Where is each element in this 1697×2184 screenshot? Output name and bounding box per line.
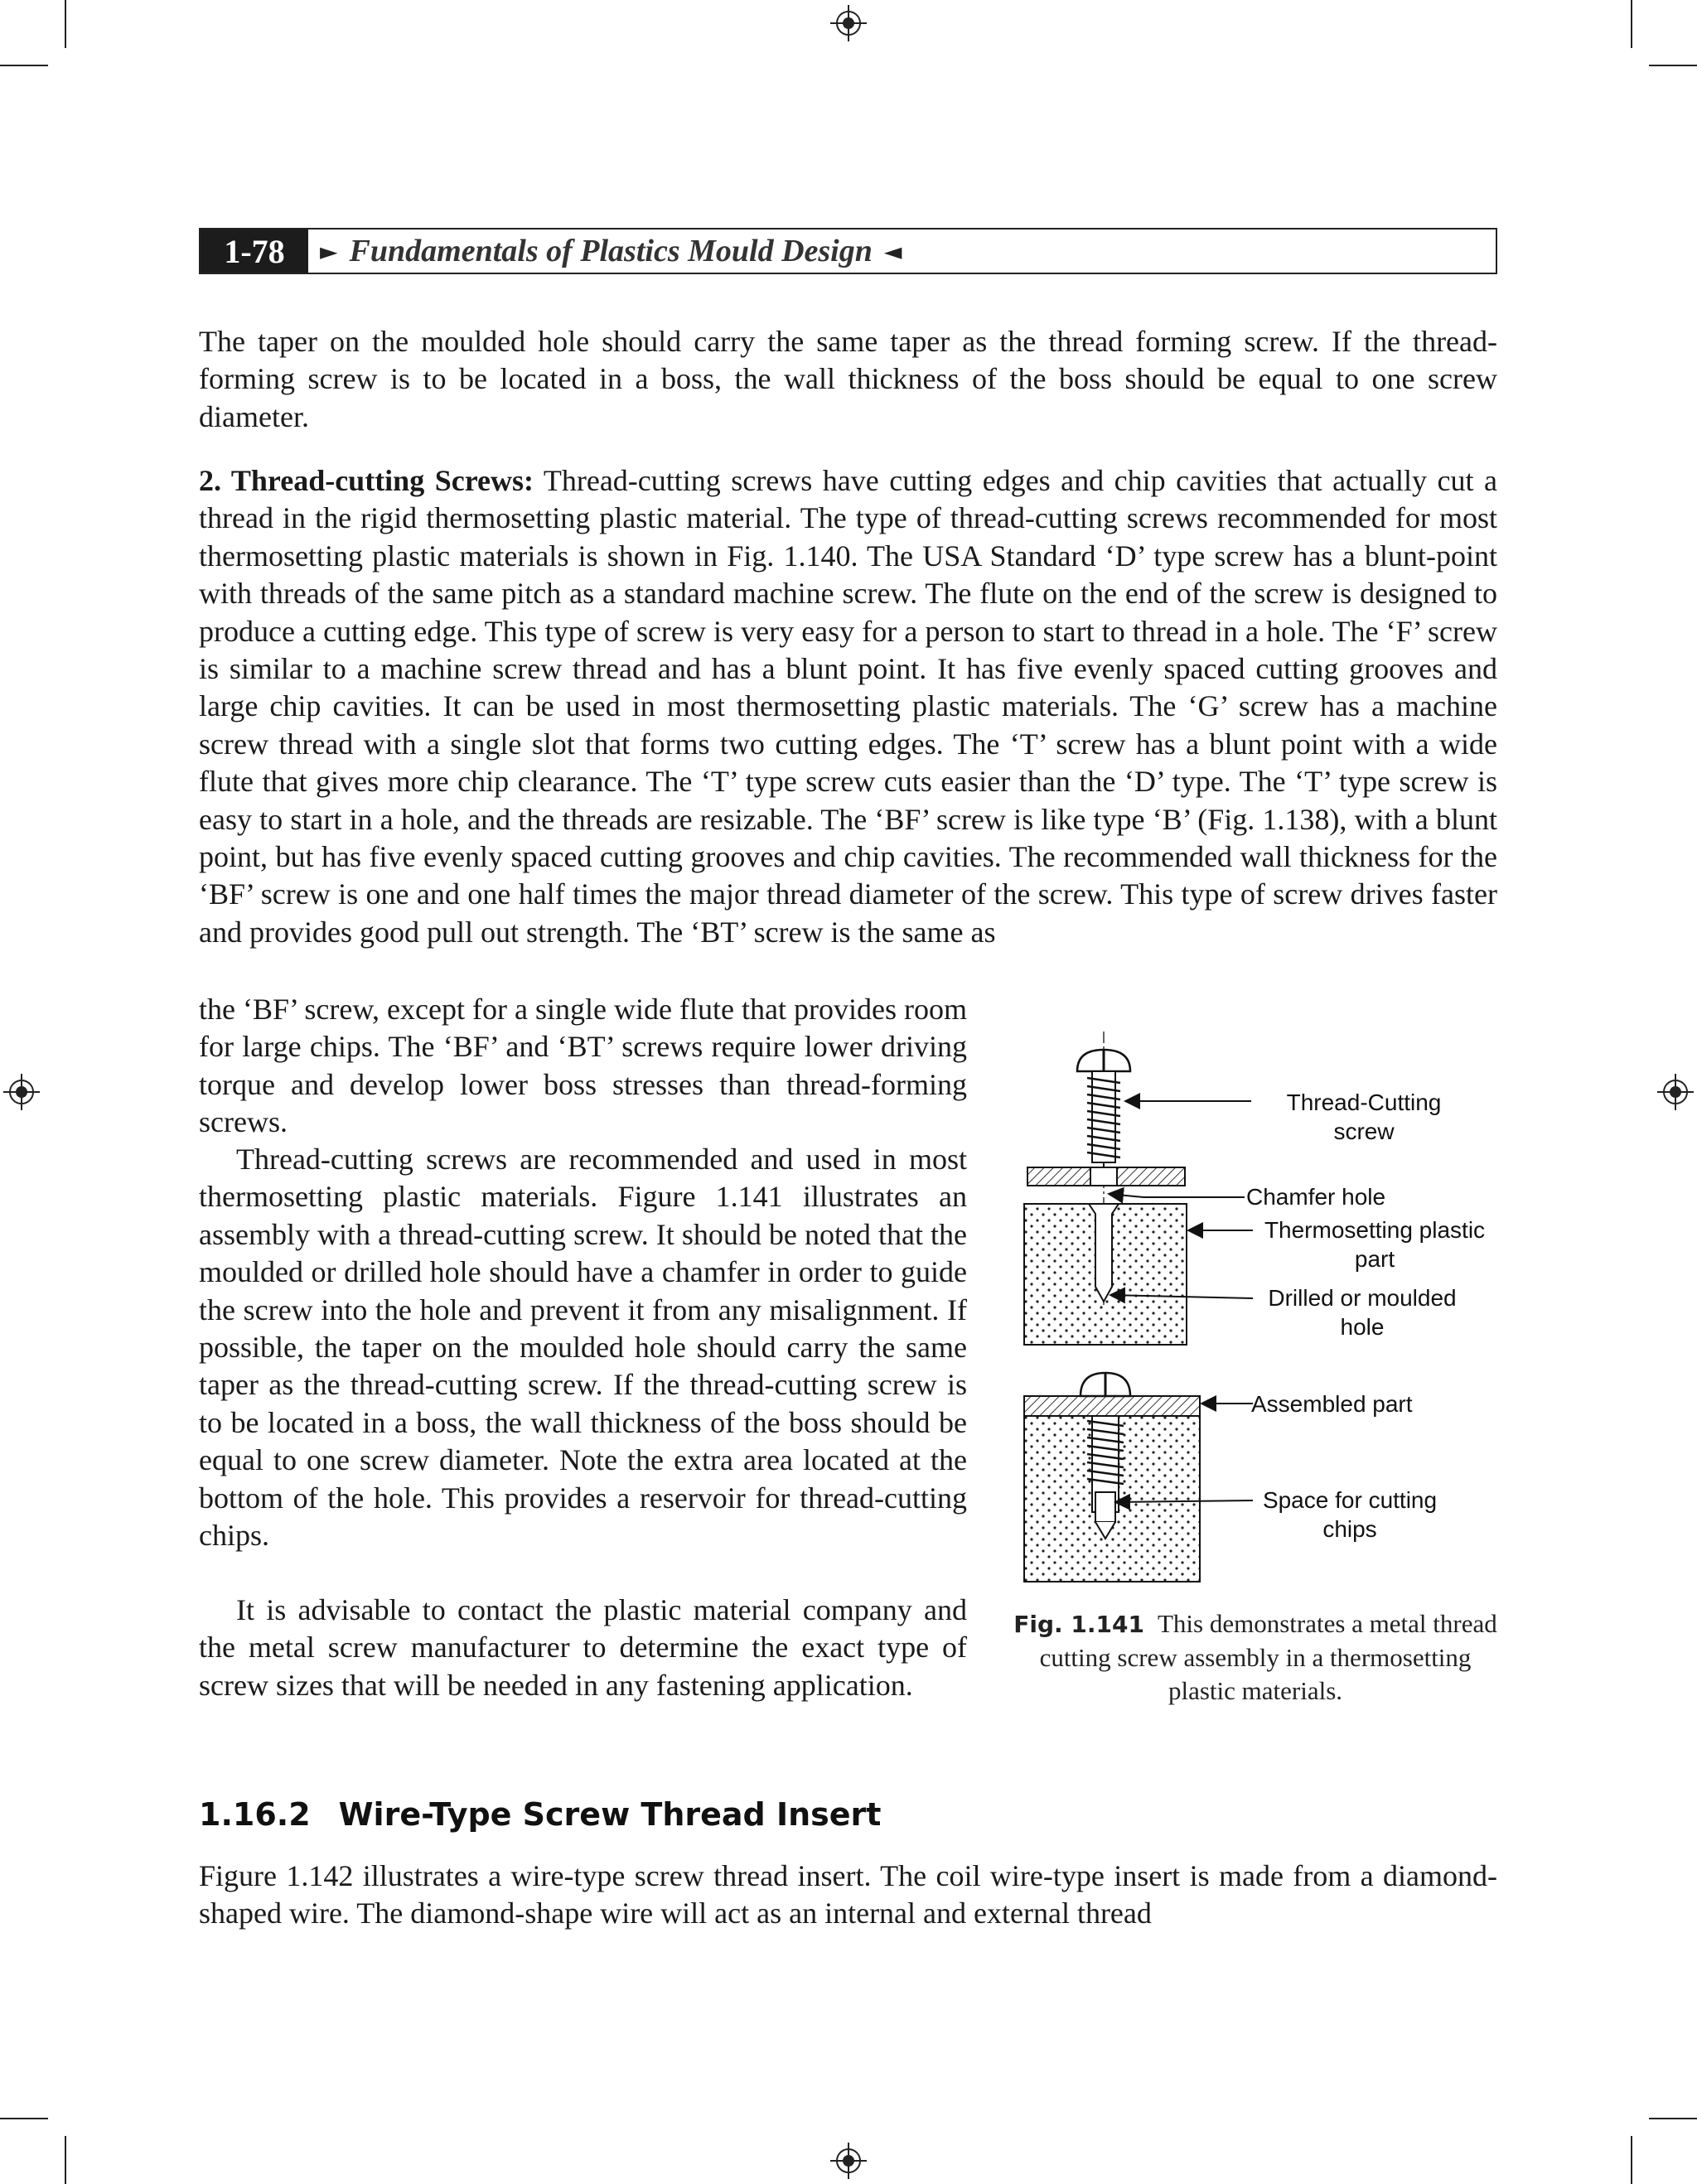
- crop-mark: [1649, 65, 1697, 66]
- label-space-for-chips: [1246, 1486, 1453, 1544]
- registration-mark-icon: [830, 5, 867, 41]
- label-thread-cutting-screw: [1240, 1088, 1488, 1146]
- paragraph-wire-insert: Figure 1.142 illustrates a wire-type screw thread insert. The coil wire-type insert is made from a diamond-shaped wire. The diamond-shape wire will act as an internal and external thread: [199, 1859, 1497, 1930]
- section-heading: [199, 1796, 881, 1833]
- label-line: screw: [1333, 1119, 1395, 1144]
- crop-mark: [1631, 2136, 1632, 2184]
- crop-mark: [0, 65, 48, 66]
- crop-mark: [65, 0, 66, 48]
- paragraph-taper: The taper on the moulded hole should carry the same taper as the thread forming screw. If the thread-forming screw is to be located in a boss, the wall thickness of the boss should be equal to one screw diameter.: [199, 325, 1497, 433]
- label-drilled-hole: [1246, 1283, 1478, 1341]
- caption-text: This demonstrates a metal thread cutting screw assembly in a thermosetting plastic materials.: [1039, 1609, 1497, 1705]
- paragraph-recommended-use: Thread-cutting screws are recommended and used in most thermosetting plastic materials. Figure 1.141 illustrates an assembly with a thread-cutting screw. It should be noted that the moulded or drilled hole should have a chamfer in order to guide the screw into the hole and prevent it from any misalignment. If possible, the taper on the moulded hole should carry the same taper as the thread-cutting screw. If the thread-cutting screw is to be located in a boss, the wall thickness of the boss should be equal to one screw diameter. Note the extra area located at the bottom of the hole. This provides a reservoir for thread-cutting chips.: [199, 1143, 967, 1553]
- thread-cutting-screw: [1077, 1050, 1130, 1172]
- registration-mark-icon: [830, 2143, 867, 2179]
- figure-number: Fig. 1.141: [1013, 1611, 1144, 1638]
- paragraph-bf-bt-screws: the ‘BF’ screw, except for a single wide flute that provides room for large chips. The ‘BF’ and ‘BT’ screws require lower driving torque and develop lower boss stresses than thread-forming screws.: [199, 993, 967, 1139]
- crop-mark: [1649, 2118, 1697, 2119]
- label-line: Thermosetting plastic: [1264, 1217, 1486, 1243]
- running-head: [199, 228, 1497, 274]
- subheading-thread-cutting-screws: 2. Thread-cutting Screws:: [199, 464, 534, 497]
- section-number: 1.16.2: [199, 1796, 311, 1833]
- label-line: hole: [1340, 1314, 1385, 1340]
- crop-mark: [65, 2136, 66, 2184]
- paragraph-thread-cutting-screws: [199, 462, 1497, 951]
- page-number: 1-78: [201, 230, 308, 273]
- label-assembled-part: Assembled part: [1251, 1391, 1413, 1417]
- right-triangle-icon: ►: [320, 237, 338, 265]
- crop-mark: [0, 2118, 48, 2119]
- label-line: Thread-Cutting: [1286, 1090, 1442, 1115]
- paragraph-advisable: It is advisable to contact the plastic material company and the metal screw manufacturer to determine the exact type of screw sizes that will be needed in any fastening application.: [199, 1593, 967, 1702]
- crop-mark: [1631, 0, 1632, 48]
- label-chamfer-hole: Chamfer hole: [1246, 1184, 1386, 1210]
- label-thermosetting-part: [1246, 1215, 1503, 1273]
- registration-mark-icon: [3, 1074, 40, 1110]
- figure-screw-assembly: [1011, 1032, 1508, 1595]
- figure-caption: [1007, 1607, 1504, 1708]
- label-line: Space for cutting: [1262, 1487, 1438, 1513]
- left-triangle-icon: ◄: [883, 237, 902, 265]
- section-title: Wire-Type Screw Thread Insert: [338, 1796, 882, 1833]
- label-line: Drilled or moulded: [1268, 1285, 1457, 1311]
- label-line: chips: [1322, 1516, 1377, 1542]
- paragraph-text: Thread-cutting screws have cutting edges and chip cavities that actually cut a thread in the rigid thermosetting plastic material. The type of thread-cutting screws recommended for most thermosetting plastic materials is shown in Fig. 1.140. The USA Standard ‘D’ type screw has a blunt-point with threads of the same pitch as a standard machine screw. The flute on the end of the screw is designed to produce a cutting edge. This type of screw is very easy for a person to start to thread in a hole. The ‘F’ screw is similar to a machine screw thread and has a blunt point. It has five evenly spaced cutting grooves and large chip cavities. It can be used in most thermosetting plastic materials. The ‘G’ screw has a machine screw thread with a single slot that forms two cutting edges. The ‘T’ screw has a blunt point with a wide flute that gives more chip clearance. The ‘T’ type screw cuts easier than the ‘D’ type. The ‘T’ type screw is easy to start in a hole, and the threads are resizable. The ‘BF’ screw is like type ‘B’ (Fig. 1.138), with a blunt point, but has five evenly spaced cutting grooves and chip cavities. The recommended wall thickness for the ‘BF’ screw is one and one half times the major thread diameter of the screw. This type of screw drives faster and provides good pull out strength. The ‘BT’ screw is the same as: [199, 464, 1497, 949]
- book-title: Fundamentals of Plastics Mould Design: [349, 234, 873, 268]
- label-line: part: [1354, 1246, 1395, 1272]
- registration-mark-icon: [1657, 1074, 1694, 1110]
